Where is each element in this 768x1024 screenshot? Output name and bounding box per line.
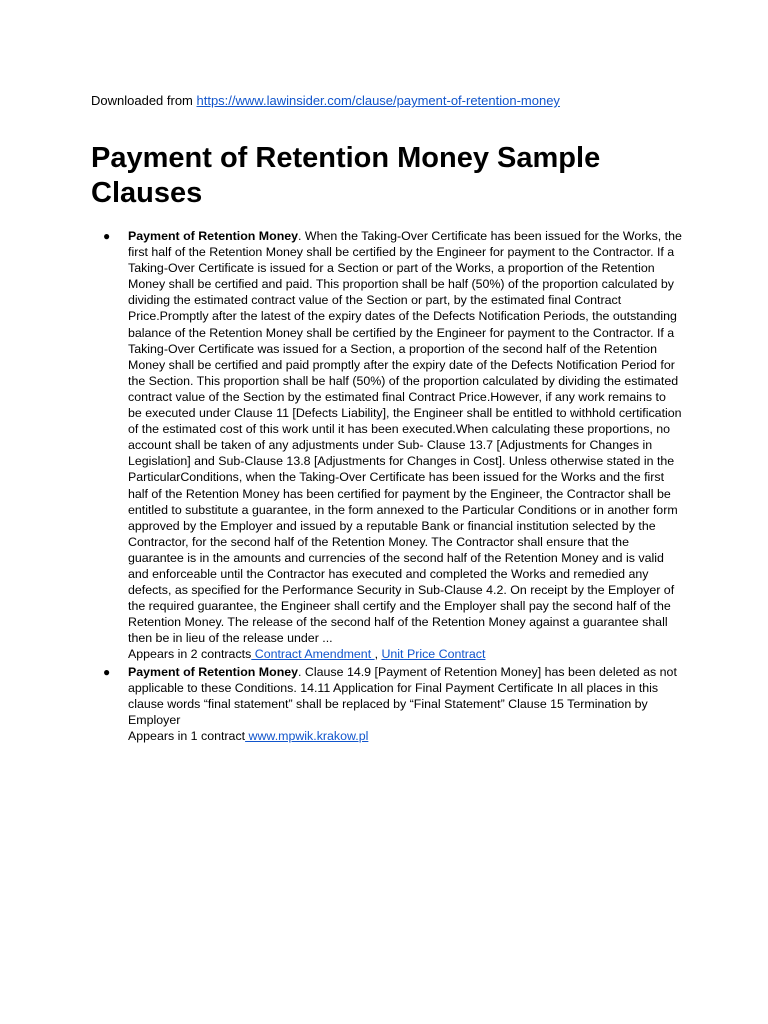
contract-link-mpwik-krakow[interactable]: www.mpwik.krakow.pl <box>245 728 369 743</box>
clause-list <box>91 228 683 745</box>
source-url-link[interactable]: https://www.lawinsider.com/clause/payment-of-retention-money <box>196 93 560 108</box>
page-title: Payment of Retention Money Sample Clauses <box>91 142 601 209</box>
clause-text: . When the Taking-Over Certificate has been issued for the Works, the first half of the Retention Money shall be certified by the Engineer for payment to the Contractor. If a Taking-Over Certificate is issued for a Section or part of the Works, a proportion of the Retention Money shall be certified and paid. This proportion shall be half (50%) of the proportion calculated by dividing the estimated contract value of the Section or part, by the estimated final Contract Price.Promptly after the latest of the expiry dates of the Defects Notification Periods, the outstanding balance of the Retention Money shall be certified by the Engineer for payment to the Contractor. If a Taking-Over Certificate was issued for a Section, a proportion of the second half of the Retention Money shall be certified and paid promptly after the expiry date of the Defects Notification Period for the Section. This proportion shall be half (50%) of the proportion calculated by dividing the estimated contract value of the Section by the estimated final Contract Price.However, if any work remains to be executed under Clause 11 [Defects Liability], the Engineer shall be entitled to withhold certification of the estimated cost of this work until it has been executed.When calculating these proportions, no account shall be taken of any adjustments under Sub- Clause 13.7 [Adjustments for Changes in Legislation] and Sub-Clause 13.8 [Adjustments for Changes in Cost]. Unless otherwise stated in the ParticularConditions, when the Taking-Over Certificate has been issued for the Works and the first half of the Retention Money has been certified for payment by the Engineer, the Contractor shall be entitled to substitute a guarantee, in the form annexed to the Particular Conditions or in another form approved by the Employer and issued by a reputable Bank or financial institution selected by the Contractor, for the second half of the Retention Money. The Contractor shall ensure that the guarantee is in the amounts and currencies of the second half of the Retention Money and is valid and enforceable until the Contractor has executed and completed the Works and remedied any defects, as specified for the Performance Security in Sub-Clause 4.2. On receipt by the Employer of the required guarantee, the Engineer shall certify and the Employer shall pay the second half of the Retention Money. The release of the second half of the Retention Money against a guarantee shall then be in lieu of the release under ... <box>128 229 682 646</box>
link-separator: , <box>374 647 382 662</box>
appears-in <box>128 728 683 744</box>
clause-name: Payment of Retention Money <box>128 229 299 243</box>
bullet-icon: ● <box>103 229 111 243</box>
appears-prefix: Appears in 1 contract <box>128 728 246 743</box>
appears-in <box>128 646 683 662</box>
bullet-icon: ● <box>103 664 111 679</box>
list-item <box>91 664 683 744</box>
list-item <box>91 228 683 663</box>
source-line <box>91 93 560 109</box>
contract-link-contract-amendment[interactable]: Contract Amendment <box>251 647 375 662</box>
appears-prefix: Appears in 2 contracts <box>128 647 252 662</box>
clause-name: Payment of Retention Money <box>128 664 299 679</box>
contract-link-unit-price-contract[interactable]: Unit Price Contract <box>381 647 486 662</box>
clause-text: . Clause 14.9 [Payment of Retention Money] has been deleted as not applicable to these Conditions. 14.11 Application for Final Payment Certificate In all places in this clause words “final statement” shall be replaced by “Final Statement” Clause 15 Termination by Employer <box>128 664 677 727</box>
downloaded-prefix: Downloaded from <box>91 93 197 108</box>
